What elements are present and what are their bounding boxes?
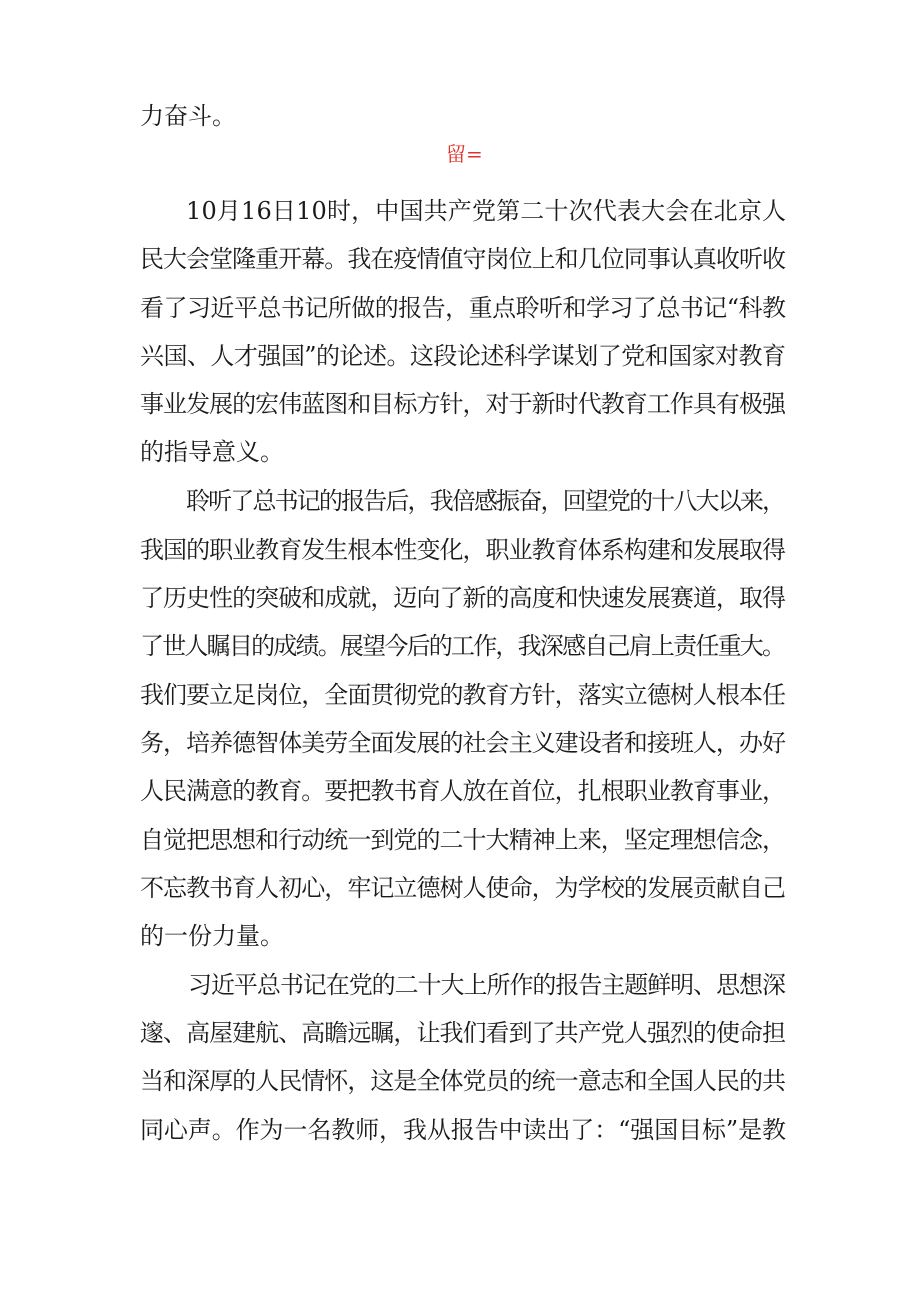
paragraph-line: 当和深厚的人民情怀，这是全体党员的统一意志和全国人民的共	[140, 1067, 786, 1095]
paragraph-line: 10月16日10时，中国共产党第二十次代表大会在北京人	[186, 197, 787, 225]
paragraph-line: 同心声。作为一名教师，我从报告中读出了：“强国目标”是教	[140, 1116, 786, 1144]
continuation-line: 力奋斗。	[140, 102, 236, 130]
paragraph-line: 民大会堂隆重开幕。我在疫情值守岗位上和几位同事认真收听收	[140, 245, 786, 273]
paragraph-line: 我国的职业教育发生根本性变化，职业教育体系构建和发展取得	[140, 536, 786, 564]
paragraph-line: 邃、高屋建航、高瞻远瞩，让我们看到了共产党人强烈的使命担	[140, 1019, 786, 1047]
paragraph-line: 自觉把思想和行动统一到党的二十大精神上来，坚定理想信念，	[140, 826, 786, 854]
paragraph-line: 聆听了总书记的报告后，我倍感振奋，回望党的十八大以来，	[186, 487, 785, 515]
paragraph-line: 看了习近平总书记所做的报告，重点聆听和学习了总书记“科教	[140, 294, 786, 322]
paragraph-line: 习近平总书记在党的二十大上所作的报告主题鲜明、思想深	[188, 971, 785, 999]
paragraph-line: 事业发展的宏伟蓝图和目标方针，对于新时代教育工作具有极强	[140, 390, 786, 418]
paragraph-line: 的指导意义。	[140, 438, 284, 466]
section-marker: 留=	[446, 142, 483, 166]
paragraph-line: 的一份力量。	[140, 922, 284, 950]
paragraph-line: 兴国、人才强国”的论述。这段论述科学谋划了党和国家对教育	[140, 342, 786, 370]
paragraph-line: 了世人瞩目的成绩。展望今后的工作，我深感自己肩上责任重大。	[140, 632, 785, 660]
paragraph-line: 了历史性的突破和成就，迈向了新的高度和快速发展赛道，取得	[140, 584, 786, 612]
paragraph-line: 务，培养德智体美劳全面发展的社会主义建设者和接班人，办好	[140, 729, 786, 757]
paragraph-line: 人民满意的教育。要把教书育人放在首位，扎根职业教育事业，	[140, 777, 786, 805]
paragraph-line: 不忘教书育人初心，牢记立德树人使命，为学校的发展贡献自己	[140, 874, 786, 902]
paragraph-line: 我们要立足岗位，全面贯彻党的教育方针，落实立德树人根本任	[140, 681, 786, 709]
